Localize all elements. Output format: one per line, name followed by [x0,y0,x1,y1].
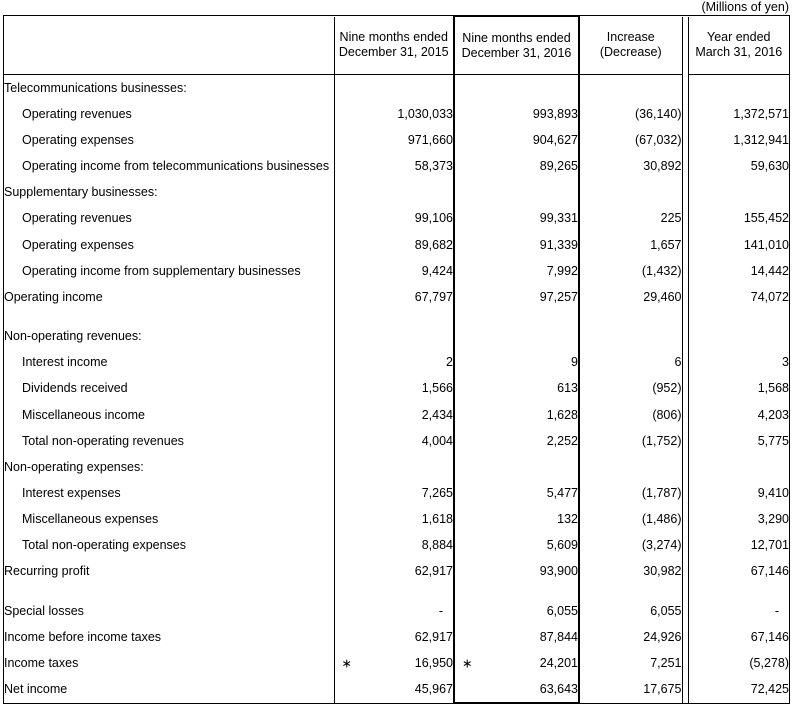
value-change: 1,657 [579,231,682,257]
value-fy2016: 5,775 [688,428,789,454]
value-2015: 62,917 [334,624,454,650]
value-2016 [454,310,579,323]
header-col-1-line2: December 31, 2016 [461,45,572,60]
value-2016: 6,055 [454,598,579,624]
row-label: Operating income [4,284,334,310]
value-2015: 9,424 [334,258,454,284]
table-row [4,598,789,624]
table-row [4,676,789,702]
value-fy2016: 72,425 [688,676,789,702]
row-label: Dividends received [4,375,334,401]
value-2016: ∗ 24,201 [454,650,579,676]
row-label: Net income [4,676,334,702]
value-fy2016: 141,010 [688,231,789,257]
value-fy2016: 155,452 [688,205,789,231]
header-col-1-line1: Nine months ended [462,30,571,45]
table-row [4,428,789,454]
header-col-2-line1: Increase [606,30,655,45]
value-2015: 89,682 [334,231,454,257]
value-2015: 45,967 [334,676,454,702]
value-fy2016: 59,630 [688,153,789,179]
row-label: Miscellaneous expenses [4,506,334,532]
value-2016: 5,609 [454,532,579,558]
value-2016 [454,323,579,349]
value-2016 [454,179,579,205]
row-label: Operating revenues [4,101,334,127]
value-2016 [454,585,579,598]
value-2015 [334,454,454,480]
table-row [4,349,789,375]
value-2015 [334,323,454,349]
table-row [4,480,789,506]
value-2015: - [334,598,454,624]
table-spacer-row [4,310,789,323]
value-fy2016: 9,410 [688,480,789,506]
value-fy2016: (5,278) [688,650,789,676]
value-fy2016 [688,585,789,598]
value-2016: 904,627 [454,127,579,153]
value-fy2016: 1,312,941 [688,127,789,153]
header-col-3-line2: March 31, 2016 [695,45,783,60]
value-2015 [334,585,454,598]
value-fy2016: - [688,598,789,624]
table-spacer-row [4,585,789,598]
value-change [579,75,682,101]
value-2015: 8,884 [334,532,454,558]
header-col-1 [454,17,579,75]
value-change: 6 [579,349,682,375]
row-label: Income taxes [4,650,334,676]
table-row [4,401,789,427]
table-row [4,284,789,310]
row-label: Interest expenses [4,480,334,506]
value-fy2016: 3 [688,349,789,375]
value-2015: ∗ 16,950 [334,650,454,676]
header-col-0-line2: December 31, 2015 [338,45,449,60]
value-change [579,310,682,323]
table-row [4,127,789,153]
value-2015: 1,566 [334,375,454,401]
row-label: Interest income [4,349,334,375]
header-col-0-line1: Nine months ended [339,30,448,45]
value-2015: 2 [334,349,454,375]
header-col-2-line2: (Decrease) [599,45,662,60]
value-2015 [334,310,454,323]
value-change: (3,274) [579,532,682,558]
value-2015: 7,265 [334,480,454,506]
value-2016: 1,628 [454,401,579,427]
value-fy2016: 12,701 [688,532,789,558]
row-label: Operating income from supplementary businesses [4,258,334,284]
value-change: 7,251 [579,650,682,676]
row-label: Special losses [4,598,334,624]
row-label: Operating revenues [4,205,334,231]
value-change: 30,982 [579,558,682,584]
table-row [4,375,789,401]
value-2015 [334,75,454,101]
table-row [4,205,789,231]
row-label: Non-operating revenues: [4,323,334,349]
header-col-3-line1: Year ended [707,30,771,45]
value-change: 17,675 [579,676,682,702]
value-change [579,323,682,349]
value-fy2016: 3,290 [688,506,789,532]
value-2016: 132 [454,506,579,532]
value-2016: 91,339 [454,231,579,257]
table-row [4,153,789,179]
value-fy2016 [688,310,789,323]
value-2015: 971,660 [334,127,454,153]
value-2016: 613 [454,375,579,401]
value-fy2016: 4,203 [688,401,789,427]
header-col-0 [334,17,454,75]
value-change: (806) [579,401,682,427]
value-2015: 99,106 [334,205,454,231]
value-change: (1,432) [579,258,682,284]
value-2015: 62,917 [334,558,454,584]
row-label: Total non-operating expenses [4,532,334,558]
value-change: (36,140) [579,101,682,127]
value-change: (1,787) [579,480,682,506]
value-2016: 89,265 [454,153,579,179]
value-change: 24,926 [579,624,682,650]
financial-table-frame [3,15,790,704]
unit-caption: (Millions of yen) [701,0,789,14]
value-2015: 4,004 [334,428,454,454]
table-row [4,179,789,205]
value-fy2016: 74,072 [688,284,789,310]
value-fy2016: 67,146 [688,558,789,584]
row-label: Income before income taxes [4,624,334,650]
header-col-3 [688,17,789,75]
value-2016: 9 [454,349,579,375]
row-label: Miscellaneous income [4,401,334,427]
value-2016: 63,643 [454,676,579,702]
row-label: Total non-operating revenues [4,428,334,454]
table-row [4,101,789,127]
value-change: 6,055 [579,598,682,624]
value-2016: 97,257 [454,284,579,310]
row-label [4,310,334,323]
table-row [4,231,789,257]
value-fy2016: 1,568 [688,375,789,401]
value-fy2016 [688,323,789,349]
value-change [579,454,682,480]
header-col-2 [579,17,682,75]
value-fy2016: 67,146 [688,624,789,650]
footnote-asterisk-icon: ∗ [341,656,352,671]
value-2015: 1,030,033 [334,101,454,127]
table-row [4,532,789,558]
value-2016 [454,75,579,101]
value-change [579,585,682,598]
value-change: 30,892 [579,153,682,179]
row-label: Telecommunications businesses: [4,75,334,101]
row-label: Non-operating expenses: [4,454,334,480]
table-row [4,258,789,284]
value-2015: 1,618 [334,506,454,532]
value-2016: 7,992 [454,258,579,284]
table-body [4,75,789,703]
value-2015: 2,434 [334,401,454,427]
value-change [579,179,682,205]
value-2015: 67,797 [334,284,454,310]
table-row [4,558,789,584]
value-2016 [454,454,579,480]
value-change: (67,032) [579,127,682,153]
table-row [4,506,789,532]
table-row [4,624,789,650]
footnote-asterisk-icon: ∗ [462,656,473,671]
value-2015 [334,179,454,205]
value-fy2016: 14,442 [688,258,789,284]
row-label: Operating expenses [4,231,334,257]
value-fy2016 [688,179,789,205]
header-label-cell [4,17,334,75]
value-fy2016: 1,372,571 [688,101,789,127]
row-label: Supplementary businesses: [4,179,334,205]
value-2016: 993,893 [454,101,579,127]
value-change: (1,752) [579,428,682,454]
value-change: 29,460 [579,284,682,310]
table-row [4,454,789,480]
row-label: Recurring profit [4,558,334,584]
value-2016: 99,331 [454,205,579,231]
value-2015: 58,373 [334,153,454,179]
row-label: Operating income from telecommunications businesses [4,153,334,179]
value-change: (1,486) [579,506,682,532]
table-row [4,650,789,676]
table-row [4,75,789,101]
header-row [4,17,789,75]
value-fy2016 [688,454,789,480]
value-2016: 93,900 [454,558,579,584]
value-change: (952) [579,375,682,401]
row-label: Operating expenses [4,127,334,153]
value-change: 225 [579,205,682,231]
financial-table [4,16,789,703]
table-header [4,17,789,75]
row-label [4,585,334,598]
value-2016: 2,252 [454,428,579,454]
value-fy2016 [688,75,789,101]
value-2016: 5,477 [454,480,579,506]
table-row [4,323,789,349]
value-2016: 87,844 [454,624,579,650]
